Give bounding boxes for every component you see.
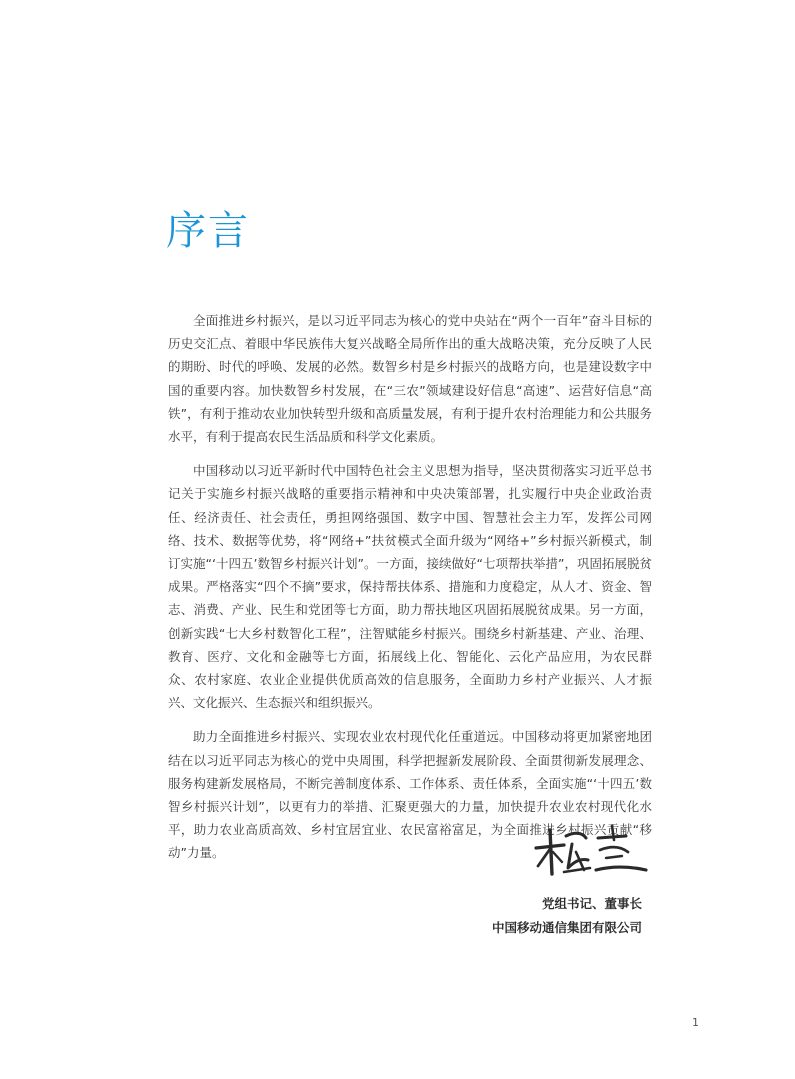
signatory-organization: 中国移动通信集团有限公司 (491, 920, 642, 935)
page-title: 序言 (166, 208, 250, 254)
paragraph-2: 中国移动以习近平新时代中国特色社会主义思想为指导，坚决贯彻落实习近平总书记关于实施乡村振兴战略的重要指示精神和中央决策部署，扎实履行中央企业政治责任、经济责任、社会责任，勇担网络强国、数字中国、智慧社会主力军，发挥公司网络、技术、数据等优势，将“网络+”扶贫模式全面升级为“网络+”乡村振兴新模式，制订实施“‘十四五’数智乡村振兴计划”。一方面，接续做好“七项帮扶举措”，巩固拓展脱贫成果。严格落实“四个不摘”要求，保持帮扶体系、措施和力度稳定，从人才、资金、智志、消费、产业、民生和党团等七方面，助力帮扶地区巩固拓展脱贫成果。另一方面，创新实践“七大乡村数智化工程”，注智赋能乡村振兴。围绕乡村新基建、产业、治理、教育、医疗、文化和金融等七方面，拓展线上化、智能化、云化产品应用，为农民群众、农村家庭、农业企业提供优质高效的信息服务，全面助力乡村产业振兴、人才振兴、文化振兴、生态振兴和组织振兴。 (168, 463, 652, 711)
paragraph-3: 助力全面推进乡村振兴、实现农业农村现代化任重道远。中国移动将更加紧密地团结在以习近平同志为核心的党中央周围，科学把握新发展阶段、全面贯彻新发展理念、服务构建新发展格局，不断完善制度体系、工作体系、责任体系，全面实施“‘十四五’数智乡村振兴计划”，以更有力的举措、汇聚更强大的力量，加快提升农业农村现代化水平，助力农业高质高效、乡村宜居宜业、农民富裕富足，为全面推进乡村振兴贡献“移动”力量。 (168, 729, 652, 861)
page-number: 1 (692, 1016, 699, 1029)
handwritten-signature (528, 818, 656, 884)
paragraph-1: 全面推进乡村振兴，是以习近平同志为核心的党中央站在“两个一百年”奋斗目标的历史交汇点、着眼中华民族伟大复兴战略全局所作出的重大战略决策，充分反映了人民的期盼、时代的呼唤、发展的必然。数智乡村是乡村振兴的战略方向，也是建设数字中国的重要内容。加快数智乡村发展，在“三农”领域建设好信息“高速”、运营好信息“高铁”，有利于推动农业加快转型升级和高质量发展，有利于提升农村治理能力和公共服务水平，有利于提高农民生活品质和科学文化素质。 (168, 313, 652, 445)
signatory-title: 党组书记、董事长 (541, 896, 642, 911)
preface-body (168, 309, 652, 876)
